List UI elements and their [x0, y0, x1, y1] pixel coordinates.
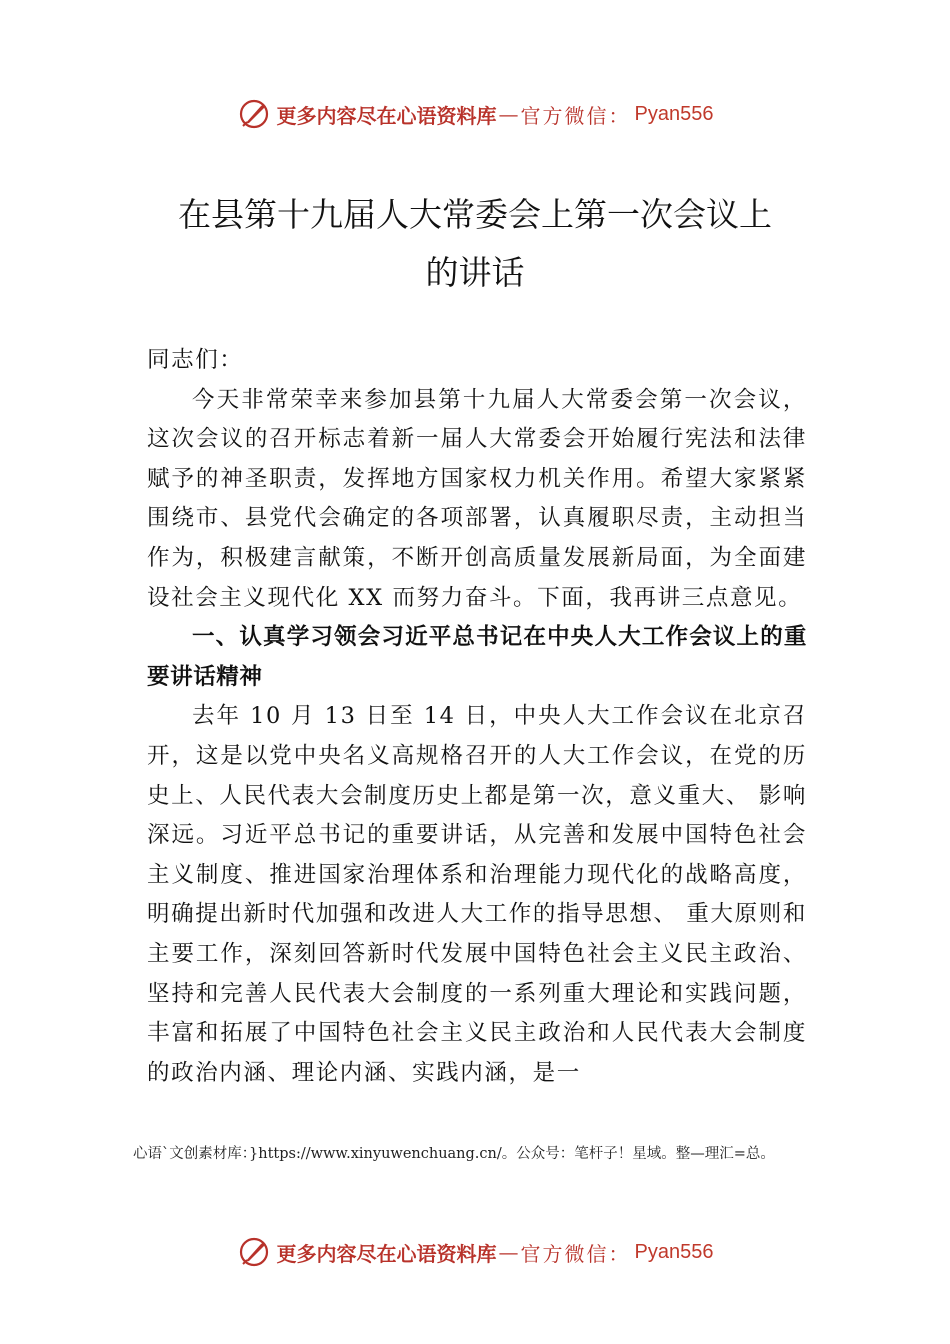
paragraph-section-1: 去年 10 月 13 日至 14 日，中央人大工作会议在北京召开，这是以党中央名义高规格召开的人大工作会议，在党的历史上、人民代表大会制度历史上都是第一次，意义重大、 影响深远。习近平总书记的重要讲话，从完善和发展中国特色社会主义制度、推进国家治理体系和治理能力现代化的战略高度，明确提出新时代加强和改进人大工作的指导思想、 重大原则和主要工作，深刻回答新时代发展中国特色社会主义民主政治、坚持和完善人民代表大会制度的一系列重大理论和实践问题，丰富和拓展了中国特色社会主义民主政治和人民代表大会制度的政治内涵、理论内涵、实践内涵，是一 [147, 703, 807, 1086]
title-line-2: 的讲话 [425, 253, 525, 292]
banner-separator: — [498, 1240, 519, 1264]
banner-brand-text: 更多内容尽在心语资料库 [276, 1241, 497, 1266]
footer-banner [0, 1232, 950, 1272]
document-body [147, 341, 807, 1093]
quill-pen-icon [237, 1235, 271, 1269]
header-banner [0, 94, 950, 134]
document-title [145, 186, 805, 302]
source-footnote: 心语`文创素材库：}https://www.xinyuwenchuang.cn/。公众号：笔杆子！星域。整—理汇=总。 [133, 1146, 775, 1162]
banner-wechat-id: Pyan556 [634, 1240, 714, 1263]
banner-wechat-label: 官方微信： [520, 1241, 631, 1266]
paragraph-intro: 今天非常荣幸来参加县第十九届人大常委会第一次会议，这次会议的召开标志着新一届人大常委会开始履行宪法和法律赋予的神圣职责，发挥地方国家权力机关作用。希望大家紧紧围绕市、县党代会确定的各项部署，认真履职尽责，主动担当作为，积极建言献策，不断开创高质量发展新局面，为全面建设社会主义现代化 XX 而努力奋斗。下面，我再讲三点意见。 [147, 386, 807, 611]
salutation: 同志们： [147, 347, 244, 373]
banner-separator: — [498, 102, 519, 126]
section-heading-1: 一、认真学习领会习近平总书记在中央人大工作会议上的重要讲话精神 [147, 624, 807, 690]
banner-brand-text: 更多内容尽在心语资料库 [276, 103, 497, 128]
banner-wechat-id: Pyan556 [634, 102, 714, 125]
quill-pen-icon [237, 97, 271, 131]
banner-wechat-label: 官方微信： [520, 103, 631, 128]
title-line-1: 在县第十九届人大常委会上第一次会议上 [178, 195, 772, 234]
